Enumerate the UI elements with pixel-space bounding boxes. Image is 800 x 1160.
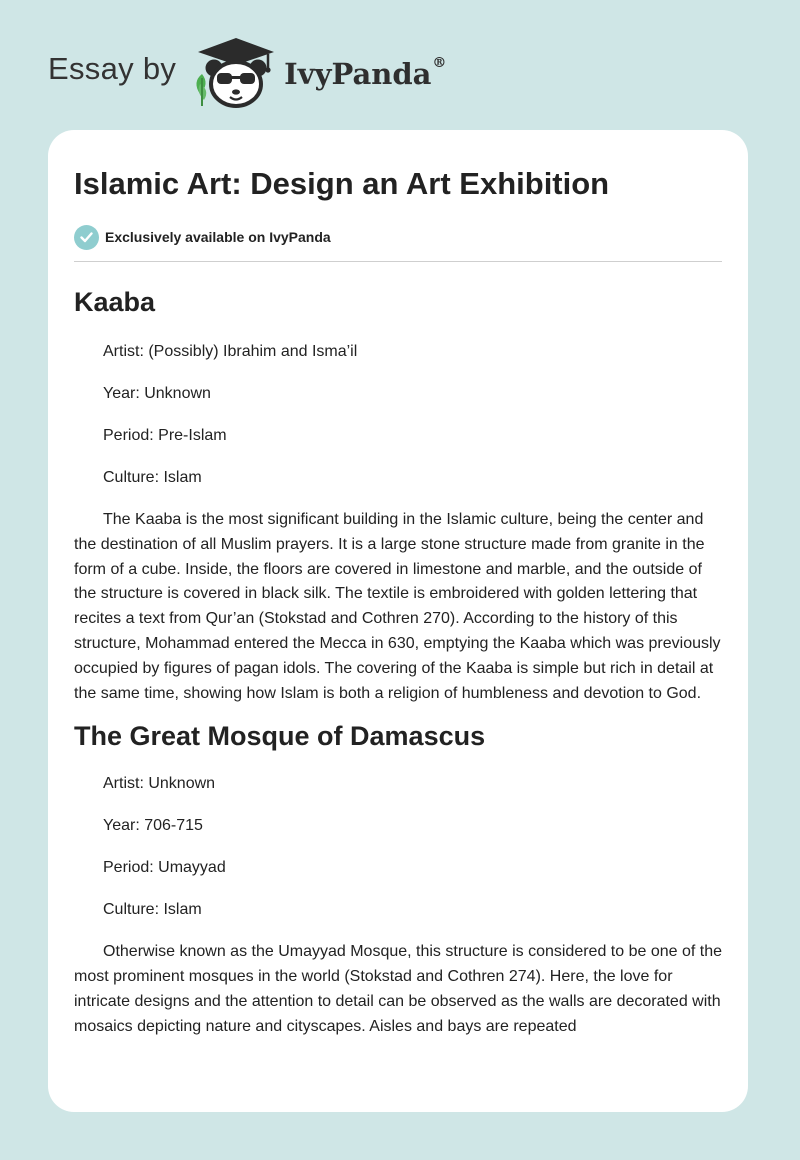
registered-mark: ® xyxy=(432,55,447,72)
brand-prefix: Essay by xyxy=(48,51,177,86)
meta-period: Period: Umayyad xyxy=(103,859,226,877)
section-heading-kaaba: Kaaba xyxy=(74,287,156,317)
divider xyxy=(74,261,722,262)
brand-name: IvyPanda® xyxy=(284,55,447,91)
section-paragraph-great-mosque: Otherwise known as the Umayyad Mosque, this structure is considered to be one of the most prominent mosques in the world (Stokstad and Cothren 274). Here, the love for intricate designs and the attention to detail can be observed as the walls are decorated with mosaics depicting nature and cityscapes. Aisles and bays are repeated xyxy=(74,943,722,1035)
meta-year: Year: 706-715 xyxy=(103,817,203,835)
meta-culture: Culture: Islam xyxy=(103,469,202,486)
check-circle-icon xyxy=(74,225,99,250)
meta-culture: Culture: Islam xyxy=(103,901,202,919)
document-card xyxy=(48,130,748,1112)
panda-graduate-logo-icon xyxy=(190,34,282,110)
meta-artist: Artist: Unknown xyxy=(103,775,216,793)
meta-artist: Artist: (Possibly) Ibrahim and Isma’il xyxy=(103,343,358,360)
exclusive-badge xyxy=(74,224,722,250)
section-paragraph-kaaba: The Kaaba is the most significant building in the Islamic culture, being the center and the destination of all Muslim prayers. It is a large stone structure made from granite in the form of a cube. Inside, the floors are covered in limestone and marble, and the outside of the structure is covered in black silk. The textile is embroidered with golden lettering that recites a text from Qur’an (Stokstad and Cothren 270). According to the history of this structure, Mohammad entered the Mecca in 630, emptying the Kaaba which was previously occupied by figures of pagan idols. The covering of the Kaaba is simple but rich in detail at the same time, showing how Islam is both a religion of humbleness and devotion to God. xyxy=(74,511,721,702)
meta-year: Year: Unknown xyxy=(103,385,211,402)
section-heading-great-mosque: The Great Mosque of Damascus xyxy=(74,721,486,752)
meta-period: Period: Pre-Islam xyxy=(103,427,227,444)
brand-header xyxy=(48,34,446,110)
exclusive-badge-text: Exclusively available on IvyPanda xyxy=(105,229,331,245)
document-title: Islamic Art: Design an Art Exhibition xyxy=(74,166,610,201)
